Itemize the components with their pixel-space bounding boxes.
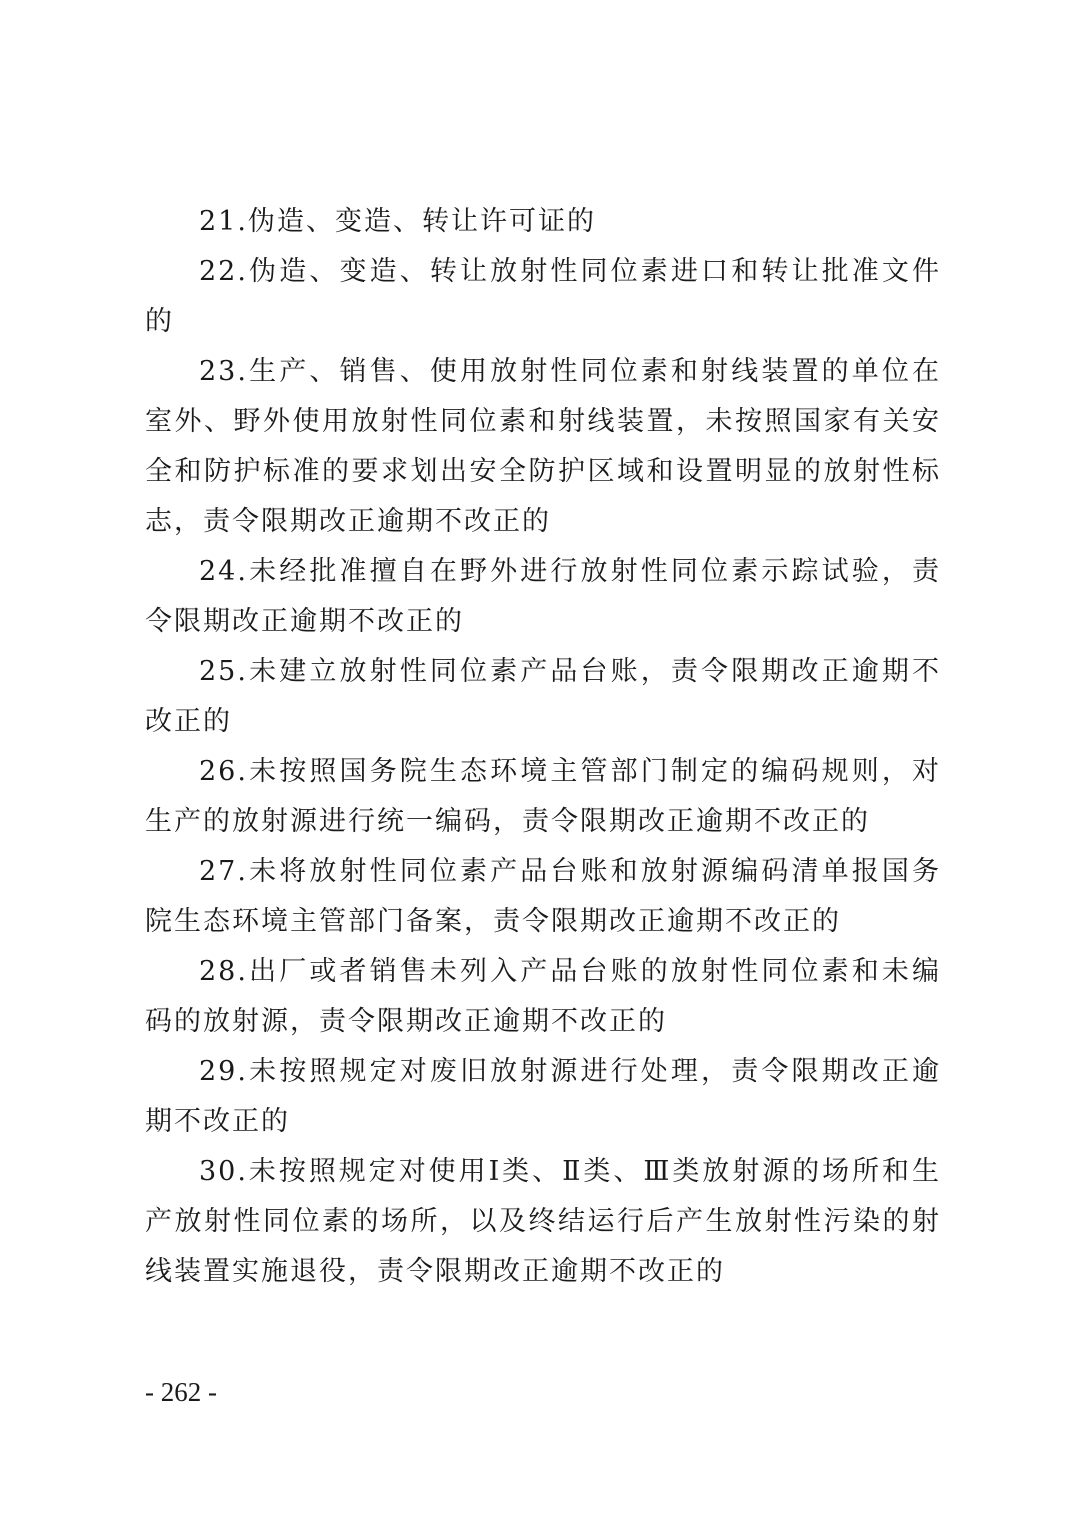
list-item-28: 28.出厂或者销售未列入产品台账的放射性同位素和未编码的放射源，责令限期改正逾期不改正的	[145, 956, 941, 1037]
page-number: - 262 -	[145, 1377, 217, 1407]
list-item-22: 22.伪造、变造、转让放射性同位素进口和转让批准文件的	[145, 256, 941, 337]
list-item-27: 27.未将放射性同位素产品台账和放射源编码清单报国务院生态环境主管部门备案，责令限期改正逾期不改正的	[145, 856, 941, 937]
list-item-24: 24.未经批准擅自在野外进行放射性同位素示踪试验，责令限期改正逾期不改正的	[145, 556, 941, 637]
list-item-23: 23.生产、销售、使用放射性同位素和射线装置的单位在室外、野外使用放射性同位素和射线装置，未按照国家有关安全和防护标准的要求划出安全防护区域和设置明显的放射性标志，责令限期改正逾期不改正的	[145, 356, 941, 537]
list-item-30: 30.未按照规定对使用Ⅰ类、Ⅱ类、Ⅲ类放射源的场所和生产放射性同位素的场所，以及终结运行后产生放射性污染的射线装置实施退役，责令限期改正逾期不改正的	[145, 1156, 941, 1287]
list-item-29: 29.未按照规定对废旧放射源进行处理，责令限期改正逾期不改正的	[145, 1056, 941, 1137]
document-body	[145, 197, 941, 1297]
list-item-21: 21.伪造、变造、转让许可证的	[199, 206, 596, 237]
list-item-26: 26.未按照国务院生态环境主管部门制定的编码规则，对生产的放射源进行统一编码，责令限期改正逾期不改正的	[145, 756, 941, 837]
list-item-25: 25.未建立放射性同位素产品台账，责令限期改正逾期不改正的	[145, 656, 941, 737]
